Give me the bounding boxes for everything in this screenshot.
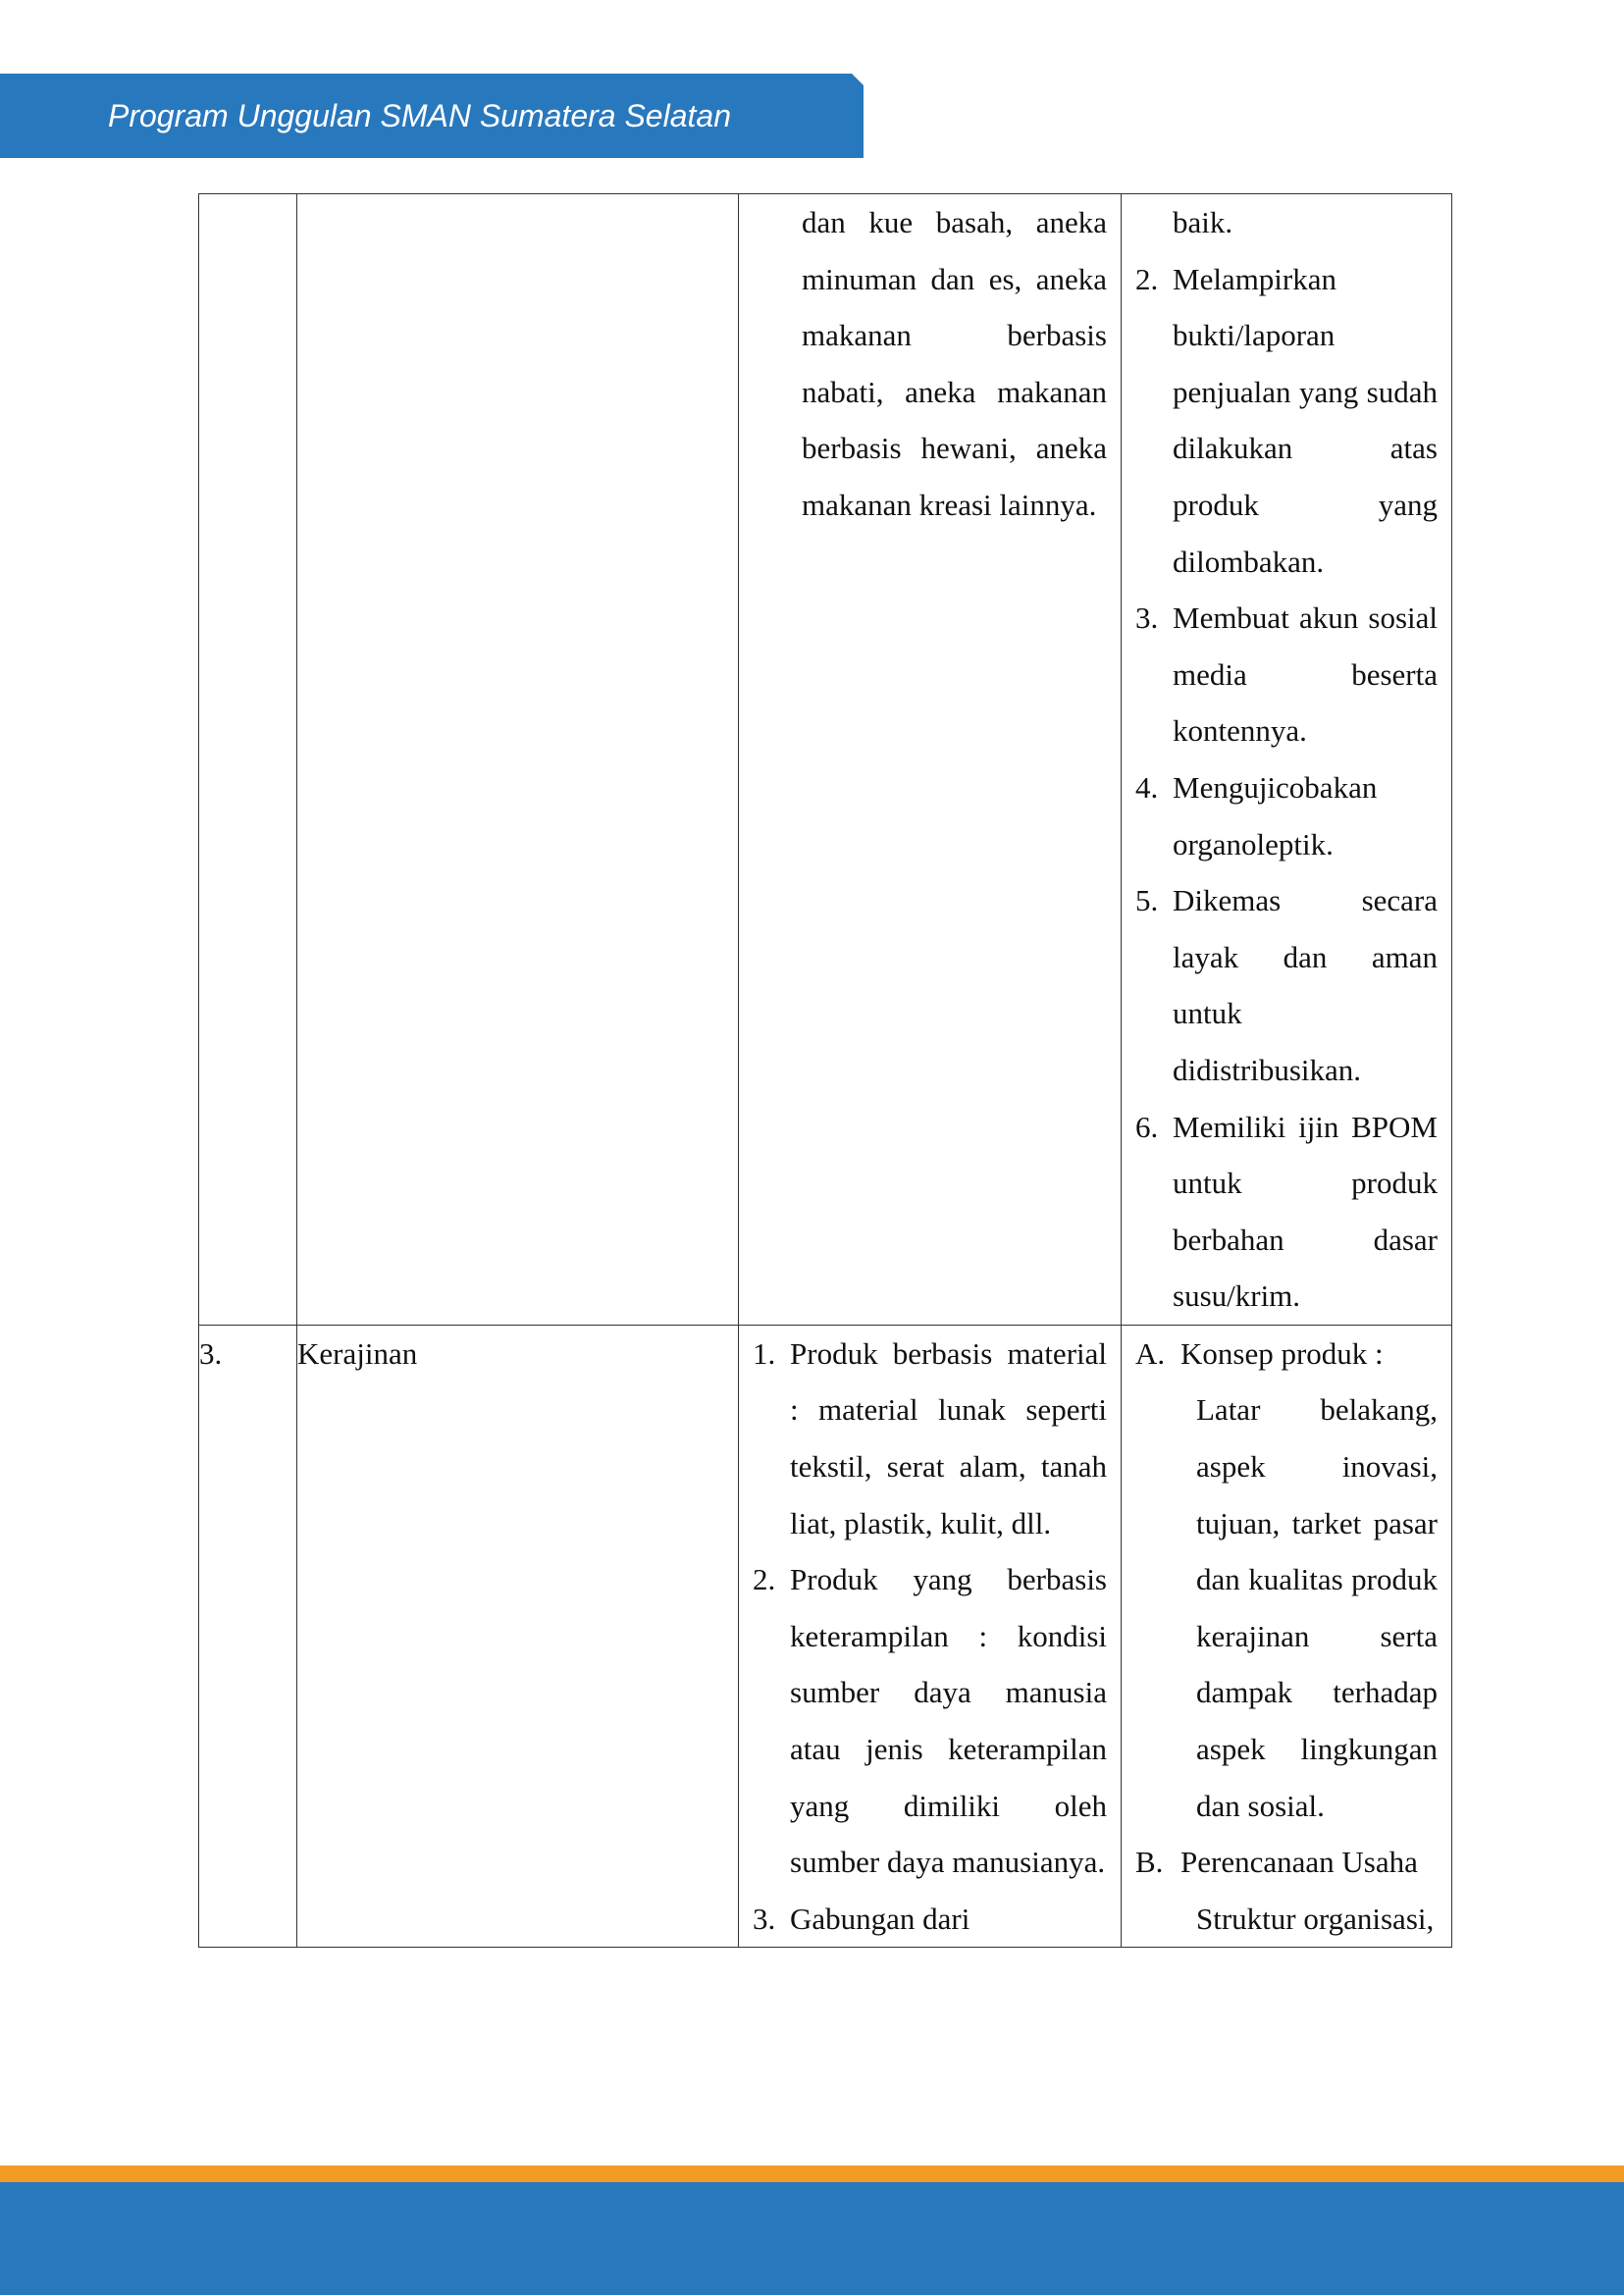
list-item: 2. Produk yang berbasis keterampilan : kondisi sumber daya manusia atau jenis keterampilan yang dimiliki oleh sumber daya manusianya.: [753, 1562, 1107, 1880]
requirements-list: [1122, 1326, 1451, 1948]
list-item: B. Perencanaan Usaha Struktur organisasi,: [1135, 1845, 1435, 1936]
criteria-text: dan kue basah, aneka minuman dan es, aneka makanan berbasis nabati, aneka makanan berbasis hewani, aneka makanan kreasi lainnya.: [802, 205, 1107, 522]
list-item: 5. Dikemas secara layak dan aman untuk didistribusikan.: [1135, 883, 1438, 1087]
list-item: 3. Gabungan dari: [753, 1901, 970, 1936]
table-row: [199, 194, 1452, 1326]
category-cell: Kerajinan: [297, 1325, 739, 1948]
criteria-list: [739, 1326, 1121, 1948]
list-item: baik.: [1173, 205, 1233, 239]
criteria-table: [198, 193, 1452, 1948]
requirements-cell: [1122, 1325, 1452, 1948]
page-header-title: Program Unggulan SMAN Sumatera Selatan: [108, 98, 731, 133]
requirements-list: [1122, 194, 1451, 1325]
requirements-cell: [1122, 194, 1452, 1326]
list-item: 4. Mengujicobakan organoleptik.: [1135, 769, 1378, 861]
footer-blue-band: [0, 2182, 1624, 2295]
criteria-cell: [739, 194, 1122, 1326]
table-row: [199, 1325, 1452, 1948]
category-cell: [297, 194, 739, 1326]
footer-orange-stripe: [0, 2165, 1624, 2182]
list-item: A. Konsep produk : Latar belakang, aspek inovasi, tujuan, tarket pasar dan kualitas produk kerajinan serta dampak terhadap aspek lingkungan dan sosial.: [1135, 1335, 1438, 1823]
row-number: 3.: [199, 1325, 297, 1948]
list-item: 3. Membuat akun sosial media beserta kontennya.: [1135, 600, 1438, 749]
list-item: 2. Melampirkan bukti/laporan penjualan yang sudah dilakukan atas produk yang dilombakan.: [1135, 261, 1438, 579]
list-item: 6. Memiliki ijin BPOM untuk produk berbahan dasar susu/krim.: [1135, 1109, 1438, 1314]
row-number: [199, 194, 297, 1326]
criteria-cell: [739, 1325, 1122, 1948]
list-item: 1. Produk berbasis material : material lunak seperti tekstil, serat alam, tanah liat, plastik, kulit, dll.: [753, 1335, 1107, 1540]
